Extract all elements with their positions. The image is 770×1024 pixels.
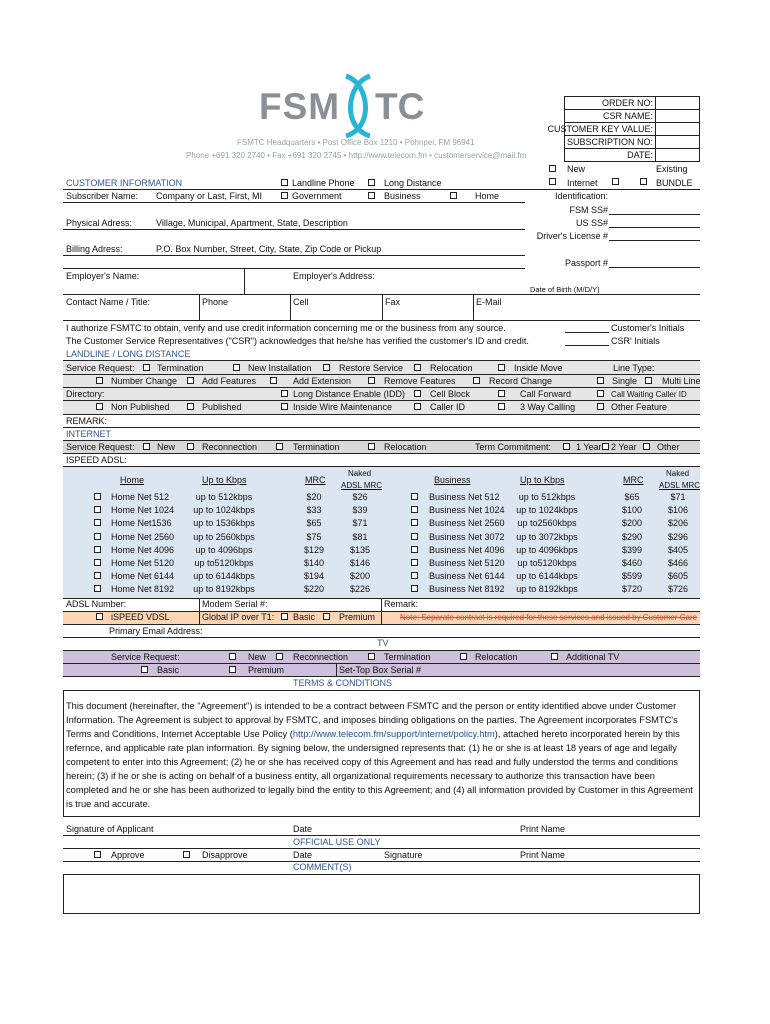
phone-label: Phone bbox=[202, 297, 229, 307]
two-year-label: 2 Year bbox=[611, 442, 637, 452]
separate-contract-note: Note: Separate contract is required for these services and issued by Customer Care bbox=[400, 613, 698, 622]
non-published-label: Non Published bbox=[111, 402, 170, 412]
term-commitment-label: Term Commitment: bbox=[475, 442, 552, 452]
home-plan-speed: up to 512kbps bbox=[195, 492, 253, 502]
disapprove-label: Disapprove bbox=[202, 850, 248, 860]
business-naked-col-header: Naked bbox=[666, 469, 690, 478]
business-plan-mrc: $100 bbox=[621, 505, 643, 515]
other-feature-label: Other Feature bbox=[611, 402, 668, 412]
business-plan-naked-mrc: $106 bbox=[667, 505, 689, 515]
restore-service-checkbox[interactable] bbox=[323, 364, 330, 371]
number-change-label: Number Change bbox=[111, 376, 178, 386]
business-plan-mrc: $200 bbox=[621, 518, 643, 528]
termination-label: Termination bbox=[157, 363, 204, 373]
official-date-label: Date bbox=[293, 850, 313, 860]
terms-text-before: This document (hereinafter, the "Agreement") is intended to be a contract between FSMTC and the person or entity identified above under Customer Information. The Agreement is subject to approval by FSMTC, and imposes binding obligations on the parties. The Agreement incorporates FSMTC's Terms and Conditions, Internet Acceptable Use Policy ( bbox=[66, 701, 678, 739]
business-plan-checkbox[interactable] bbox=[411, 585, 418, 592]
three-way-label: 3 Way Calling bbox=[520, 402, 576, 412]
business-plan-speed: up to 4096kbps bbox=[516, 545, 578, 555]
global-ip-label: Global IP over T1: bbox=[202, 612, 275, 622]
global-ip-basic-label: Basic bbox=[293, 612, 316, 622]
call-forward-checkbox[interactable] bbox=[498, 390, 505, 397]
other-term-checkbox[interactable] bbox=[643, 443, 650, 450]
home-naked-col-header: Naked bbox=[348, 469, 372, 478]
published-label: Published bbox=[202, 402, 242, 412]
tv-basic-checkbox[interactable] bbox=[141, 666, 148, 673]
internet-section-title: INTERNET bbox=[66, 429, 111, 439]
additional-tv-label: Additional TV bbox=[566, 652, 620, 662]
home-plan-checkbox[interactable] bbox=[94, 493, 101, 500]
directory-label: Directory: bbox=[66, 389, 105, 399]
inside-move-label: Inside Move bbox=[514, 363, 563, 373]
one-year-label: 1 Year bbox=[576, 442, 602, 452]
business-plan-checkbox[interactable] bbox=[411, 493, 418, 500]
primary-email-label: Primary Email Address: bbox=[109, 626, 203, 636]
two-year-checkbox[interactable] bbox=[602, 443, 609, 450]
tv-reconnection-checkbox[interactable] bbox=[276, 653, 283, 660]
ispeed-vdsl-checkbox[interactable] bbox=[96, 613, 103, 620]
contact-name-label: Contact Name / Title: bbox=[66, 297, 151, 307]
business-plan-speed: up to5120kbps bbox=[517, 558, 577, 568]
home-checkbox[interactable] bbox=[450, 192, 457, 199]
other-feature-checkbox[interactable] bbox=[597, 403, 604, 410]
internet-service-request-label: Service Request: bbox=[66, 442, 135, 452]
official-signature-label: Signature bbox=[384, 850, 423, 860]
modem-serial-label: Modem Serial #: bbox=[202, 599, 268, 609]
subscription-no-label: SUBSCRIPTION NO: bbox=[566, 137, 653, 147]
business-plan-mrc: $720 bbox=[621, 584, 643, 594]
business-adsl-mrc-col-header: ADSL MRC bbox=[659, 481, 701, 490]
comments-title: COMMENT(S) bbox=[293, 862, 352, 872]
multi-line-checkbox[interactable] bbox=[645, 377, 652, 384]
business-plan-name: Business Net 3072 bbox=[429, 532, 505, 542]
home-plan-speed: up to 8192kbps bbox=[193, 584, 255, 594]
tv-basic-label: Basic bbox=[157, 665, 180, 675]
home-plan-mrc: $220 bbox=[303, 584, 325, 594]
business-mrc-col-header: MRC bbox=[623, 475, 644, 485]
internet-remark-label: Remark: bbox=[384, 599, 419, 609]
business-plan-mrc: $460 bbox=[621, 558, 643, 568]
global-ip-premium-label: Premium bbox=[339, 612, 376, 622]
home-plan-mrc: $75 bbox=[306, 532, 322, 542]
cell-label: Cell bbox=[293, 297, 309, 307]
home-label: Home bbox=[475, 191, 500, 201]
us-ss-label: US SS# bbox=[575, 218, 608, 228]
logo-swirl-icon bbox=[336, 70, 380, 142]
tv-relocation-label: Relocation bbox=[475, 652, 518, 662]
home-speed-col-header: Up to Kbps bbox=[202, 475, 247, 485]
business-plan-naked-mrc: $605 bbox=[667, 571, 689, 581]
one-year-checkbox[interactable] bbox=[563, 443, 570, 450]
home-plan-name: Home Net 1024 bbox=[111, 505, 175, 515]
home-plan-mrc: $20 bbox=[306, 492, 322, 502]
home-adsl-mrc-col-header: ADSL MRC bbox=[341, 481, 383, 490]
employer-name-label: Employer's Name: bbox=[66, 271, 140, 281]
home-plan-checkbox[interactable] bbox=[94, 559, 101, 566]
subscriber-name-hint: Company or Last, First, MI bbox=[156, 191, 263, 201]
business-plan-checkbox[interactable] bbox=[411, 572, 418, 579]
new-installation-label: New Installation bbox=[248, 363, 312, 373]
business-plan-name: Business Net 2560 bbox=[429, 518, 505, 528]
internet-new-label: New bbox=[157, 442, 176, 452]
home-plan-name: Home Net 6144 bbox=[111, 571, 175, 581]
tv-new-checkbox[interactable] bbox=[229, 653, 236, 660]
existing-label: Existing bbox=[656, 164, 688, 174]
multi-line-label: Multi Line bbox=[662, 376, 701, 386]
record-change-label: Record Change bbox=[489, 376, 553, 386]
relocation-label: Relocation bbox=[430, 363, 473, 373]
home-plan-name: Home Net 5120 bbox=[111, 558, 175, 568]
authorize-text-1: I authorize FSMTC to obtain, verify and use credit information concerning me or the business from any source. bbox=[66, 323, 506, 333]
business-checkbox[interactable] bbox=[368, 192, 375, 199]
email-label: E-Mail bbox=[476, 297, 502, 307]
landline-service-request-label: Service Request: bbox=[66, 363, 135, 373]
business-plan-name: Business Net 6144 bbox=[429, 571, 505, 581]
three-way-checkbox[interactable] bbox=[498, 403, 505, 410]
line-type-label: Line Type: bbox=[613, 363, 655, 373]
comments-box[interactable] bbox=[63, 874, 700, 914]
government-label: Government bbox=[292, 191, 342, 201]
landline-phone-label: Landline Phone bbox=[292, 178, 355, 188]
business-plan-speed: up to2560kbps bbox=[517, 518, 577, 528]
business-plan-checkbox[interactable] bbox=[411, 519, 418, 526]
home-plan-mrc: $140 bbox=[303, 558, 325, 568]
number-change-checkbox[interactable] bbox=[96, 377, 103, 384]
fax-label: Fax bbox=[385, 297, 401, 307]
business-plan-checkbox[interactable] bbox=[411, 546, 418, 553]
published-checkbox[interactable] bbox=[187, 403, 194, 410]
disapprove-checkbox[interactable] bbox=[183, 851, 190, 858]
ispeed-adsl-label: ISPEED ADSL: bbox=[66, 455, 128, 465]
subscriber-name-label: Subscriber Name: bbox=[66, 191, 139, 201]
internet-termination-label: Termination bbox=[293, 442, 340, 452]
business-plan-speed: up to 512kbps bbox=[518, 492, 576, 502]
call-waiting-checkbox[interactable] bbox=[597, 390, 604, 397]
home-plan-speed: up to 1024kbps bbox=[193, 505, 255, 515]
business-speed-col-header: Up to Kbps bbox=[520, 475, 565, 485]
billing-address-label: Billing Adress: bbox=[66, 244, 123, 254]
passport-label: Passport # bbox=[564, 258, 608, 268]
approve-checkbox[interactable] bbox=[94, 851, 101, 858]
new-checkbox[interactable] bbox=[549, 165, 556, 172]
tv-termination-checkbox[interactable] bbox=[368, 653, 375, 660]
business-plan-name: Business Net 4096 bbox=[429, 545, 505, 555]
home-plan-name: Home Net1536 bbox=[111, 518, 172, 528]
tv-termination-label: Termination bbox=[384, 652, 431, 662]
government-checkbox[interactable] bbox=[281, 192, 288, 199]
remove-features-checkbox[interactable] bbox=[368, 377, 375, 384]
home-plan-speed: up to5120kbps bbox=[194, 558, 254, 568]
home-plan-name: Home Net 2560 bbox=[111, 532, 175, 542]
home-plan-name: Home Net 8192 bbox=[111, 584, 175, 594]
internet-new-checkbox[interactable] bbox=[143, 443, 150, 450]
terms-title: TERMS & CONDITIONS bbox=[293, 678, 393, 688]
termination-checkbox[interactable] bbox=[143, 364, 150, 371]
business-plan-mrc: $399 bbox=[621, 545, 643, 555]
date-label: DATE: bbox=[627, 150, 653, 160]
business-plan-naked-mrc: $206 bbox=[667, 518, 689, 528]
internet-checkbox[interactable] bbox=[549, 178, 556, 185]
restore-service-label: Restore Service bbox=[339, 363, 404, 373]
home-plan-checkbox[interactable] bbox=[94, 506, 101, 513]
authorize-text-2: The Customer Service Representatives ("CSR") acknowledges that he/she has verified the customer's ID and credit. bbox=[66, 336, 529, 346]
fsm-ss-label: FSM SS# bbox=[569, 205, 608, 215]
business-label: Business bbox=[384, 191, 421, 201]
relocation-checkbox[interactable] bbox=[414, 364, 421, 371]
business-plan-checkbox[interactable] bbox=[411, 506, 418, 513]
internet-relocation-label: Relocation bbox=[384, 442, 427, 452]
record-change-checkbox[interactable] bbox=[473, 377, 480, 384]
home-plan-speed: up to 1536kbps bbox=[193, 518, 255, 528]
internet-reconnection-label: Reconnection bbox=[202, 442, 258, 452]
home-plan-mrc: $129 bbox=[303, 545, 325, 555]
signature-applicant-label: Signature of Applicant bbox=[66, 824, 154, 834]
business-plan-naked-mrc: $405 bbox=[667, 545, 689, 555]
add-extension-label: Add Extension bbox=[293, 376, 352, 386]
header-contact: Phone +691 320 2740 • Fax +691 320 2745 • http://www.telecom.fm • customerservice@mail.fm bbox=[186, 151, 527, 160]
identification-label: Identification: bbox=[554, 191, 608, 201]
single-checkbox[interactable] bbox=[597, 377, 604, 384]
physical-address-label: Physical Adress: bbox=[66, 218, 133, 228]
landline-phone-checkbox[interactable] bbox=[281, 179, 288, 186]
header-address: FSMTC Headquarters • Post Office Box 1210 • Pohnpei, FM 96941 bbox=[237, 138, 475, 147]
business-plan-mrc: $290 bbox=[621, 532, 643, 542]
tv-new-label: New bbox=[248, 652, 267, 662]
home-plan-name: Home Net 4096 bbox=[111, 545, 175, 555]
business-plan-speed: up to 3072kbps bbox=[516, 532, 578, 542]
business-plan-naked-mrc: $726 bbox=[667, 584, 689, 594]
home-plan-speed: up to 6144kbps bbox=[193, 571, 255, 581]
landline-remark-label: REMARK: bbox=[66, 416, 108, 426]
existing-internet-checkbox[interactable] bbox=[612, 178, 619, 185]
internet-termination-checkbox[interactable] bbox=[276, 443, 283, 450]
bundle-checkbox[interactable] bbox=[640, 178, 647, 185]
business-plan-naked-mrc: $71 bbox=[670, 492, 686, 502]
business-plan-naked-mrc: $296 bbox=[667, 532, 689, 542]
long-distance-label: Long Distance bbox=[384, 178, 442, 188]
tv-service-request-label: Service Request: bbox=[111, 652, 180, 662]
inside-wire-checkbox[interactable] bbox=[281, 403, 288, 410]
home-plan-checkbox[interactable] bbox=[94, 519, 101, 526]
tv-section-title: TV bbox=[377, 638, 389, 648]
billing-address-hint: P.O. Box Number, Street, City, State, Zip Code or Pickup bbox=[156, 244, 382, 254]
ispeed-vdsl-label: iSPEED VDSL bbox=[111, 612, 170, 622]
home-plan-naked-mrc: $135 bbox=[349, 545, 371, 555]
business-plan-speed: up to 1024kbps bbox=[516, 505, 578, 515]
csr-name-label: CSR NAME: bbox=[602, 111, 653, 121]
new-installation-checkbox[interactable] bbox=[233, 364, 240, 371]
business-plan-mrc: $599 bbox=[621, 571, 643, 581]
home-plan-speed: up to 2560kbps bbox=[193, 532, 255, 542]
signature-print-name-label: Print Name bbox=[520, 824, 566, 834]
terms-body bbox=[66, 699, 700, 811]
official-print-name-label: Print Name bbox=[520, 850, 566, 860]
other-term-label: Other bbox=[657, 442, 680, 452]
tv-premium-label: Premium bbox=[248, 665, 285, 675]
internet-relocation-checkbox[interactable] bbox=[368, 443, 375, 450]
call-waiting-label: Call Waiting Caller ID bbox=[611, 390, 687, 399]
home-plan-naked-mrc: $200 bbox=[349, 571, 371, 581]
business-plan-name: Business Net 1024 bbox=[429, 505, 505, 515]
home-col-header: Home bbox=[120, 475, 145, 485]
home-plan-checkbox[interactable] bbox=[94, 585, 101, 592]
business-plan-name: Business Net 5120 bbox=[429, 558, 505, 568]
drivers-license-label: Driver's License # bbox=[536, 231, 608, 241]
long-distance-checkbox[interactable] bbox=[368, 179, 375, 186]
call-forward-label: Call Forward bbox=[520, 389, 572, 399]
home-plan-naked-mrc: $146 bbox=[349, 558, 371, 568]
customer-key-label: CUSTOMER KEY VALUE: bbox=[547, 124, 653, 134]
home-plan-naked-mrc: $226 bbox=[349, 584, 371, 594]
inside-wire-label: Inside Wire Maintenance bbox=[293, 402, 393, 412]
tv-premium-checkbox[interactable] bbox=[229, 666, 236, 673]
home-plan-mrc: $65 bbox=[306, 518, 322, 528]
home-plan-naked-mrc: $26 bbox=[352, 492, 368, 502]
business-plan-name: Business Net 512 bbox=[429, 492, 500, 502]
home-plan-naked-mrc: $71 bbox=[352, 518, 368, 528]
dob-label: Date of Birth (M/D/Y) bbox=[530, 285, 600, 294]
tv-reconnection-label: Reconnection bbox=[293, 652, 349, 662]
terms-text-after: ), attached hereto incorporated herein by this refernce, and applicable rate plan information. By signing below, the undersigned represents that: (1) he or she is at least 18 years of age and legally competent to enter into this Agreement; (2) he or she has received copy of this Agreement and has read and fully understod the terms and conditions herein; (3) if he or she is acting on behalf of a business entity, all organizational requirements necessary to authorize this transaction have been completed and he or she has been authorized to legally bind the entity to this Agreement; and (4) all information provided by Customer in this Agreement is true and accurate. bbox=[66, 729, 693, 809]
employer-address-label: Employer's Address: bbox=[293, 271, 375, 281]
csr-initials-label: CSR' Initials bbox=[611, 336, 660, 346]
business-plan-checkbox[interactable] bbox=[411, 559, 418, 566]
home-plan-checkbox[interactable] bbox=[94, 572, 101, 579]
cell-block-checkbox[interactable] bbox=[414, 390, 421, 397]
landline-section-title: LANDLINE / LONG DISTANCE bbox=[66, 349, 191, 359]
home-plan-naked-mrc: $81 bbox=[352, 532, 368, 542]
business-col-header: Business bbox=[434, 475, 471, 485]
customer-initials-label: Customer's Initials bbox=[611, 323, 685, 333]
ldd-label: Long Distance Enable (IDD) bbox=[293, 389, 406, 399]
settop-serial-label: Set-Top Box Serial # bbox=[339, 665, 422, 675]
global-ip-premium-checkbox[interactable] bbox=[323, 613, 330, 620]
adsl-number-label: ADSL Number: bbox=[66, 599, 127, 609]
bundle-label: BUNDLE bbox=[656, 178, 693, 188]
tv-relocation-checkbox[interactable] bbox=[460, 653, 467, 660]
home-plan-mrc: $33 bbox=[306, 505, 322, 515]
customer-section-title: CUSTOMER INFORMATION bbox=[66, 178, 183, 188]
new-label: New bbox=[567, 164, 586, 174]
home-plan-naked-mrc: $39 bbox=[352, 505, 368, 515]
physical-address-hint: Village, Municipal, Apartment, State, Description bbox=[156, 218, 348, 228]
add-extension-checkbox[interactable] bbox=[270, 377, 277, 384]
order-no-label: ORDER NO: bbox=[601, 98, 653, 108]
remove-features-label: Remove Features bbox=[384, 376, 456, 386]
add-features-label: Add Features bbox=[202, 376, 257, 386]
home-plan-mrc: $194 bbox=[303, 571, 325, 581]
home-plan-name: Home Net 512 bbox=[111, 492, 170, 502]
internet-label: Internet bbox=[567, 178, 598, 188]
logo-tc-text: TC bbox=[375, 86, 425, 127]
caller-id-checkbox[interactable] bbox=[414, 403, 421, 410]
internet-reconnection-checkbox[interactable] bbox=[187, 443, 194, 450]
business-plan-checkbox[interactable] bbox=[411, 533, 418, 540]
home-plan-checkbox[interactable] bbox=[94, 533, 101, 540]
signature-date-label: Date bbox=[293, 824, 313, 834]
business-plan-mrc: $65 bbox=[624, 492, 640, 502]
business-plan-speed: up to 8192kbps bbox=[516, 584, 578, 594]
logo-fsm-text: FSM bbox=[259, 86, 341, 127]
business-plan-speed: up to 6144kbps bbox=[516, 571, 578, 581]
home-plan-speed: up to 4096bps bbox=[195, 545, 253, 555]
home-mrc-col-header: MRC bbox=[305, 475, 326, 485]
official-use-title: OFFICIAL USE ONLY bbox=[293, 837, 381, 847]
inside-move-checkbox[interactable] bbox=[498, 364, 505, 371]
global-ip-basic-checkbox[interactable] bbox=[281, 613, 288, 620]
non-published-checkbox[interactable] bbox=[96, 403, 103, 410]
business-plan-name: Business Net 8192 bbox=[429, 584, 505, 594]
ldd-checkbox[interactable] bbox=[281, 390, 288, 397]
approve-label: Approve bbox=[111, 850, 145, 860]
business-plan-naked-mrc: $466 bbox=[667, 558, 689, 568]
add-features-checkbox[interactable] bbox=[187, 377, 194, 384]
home-plan-checkbox[interactable] bbox=[94, 546, 101, 553]
single-label: Single bbox=[612, 376, 638, 386]
caller-id-label: Caller ID bbox=[430, 402, 466, 412]
policy-link[interactable]: http://www.telecom.fm/support/internet/policy.htm bbox=[292, 729, 495, 739]
additional-tv-checkbox[interactable] bbox=[551, 653, 558, 660]
cell-block-label: Cell Block bbox=[430, 389, 471, 399]
